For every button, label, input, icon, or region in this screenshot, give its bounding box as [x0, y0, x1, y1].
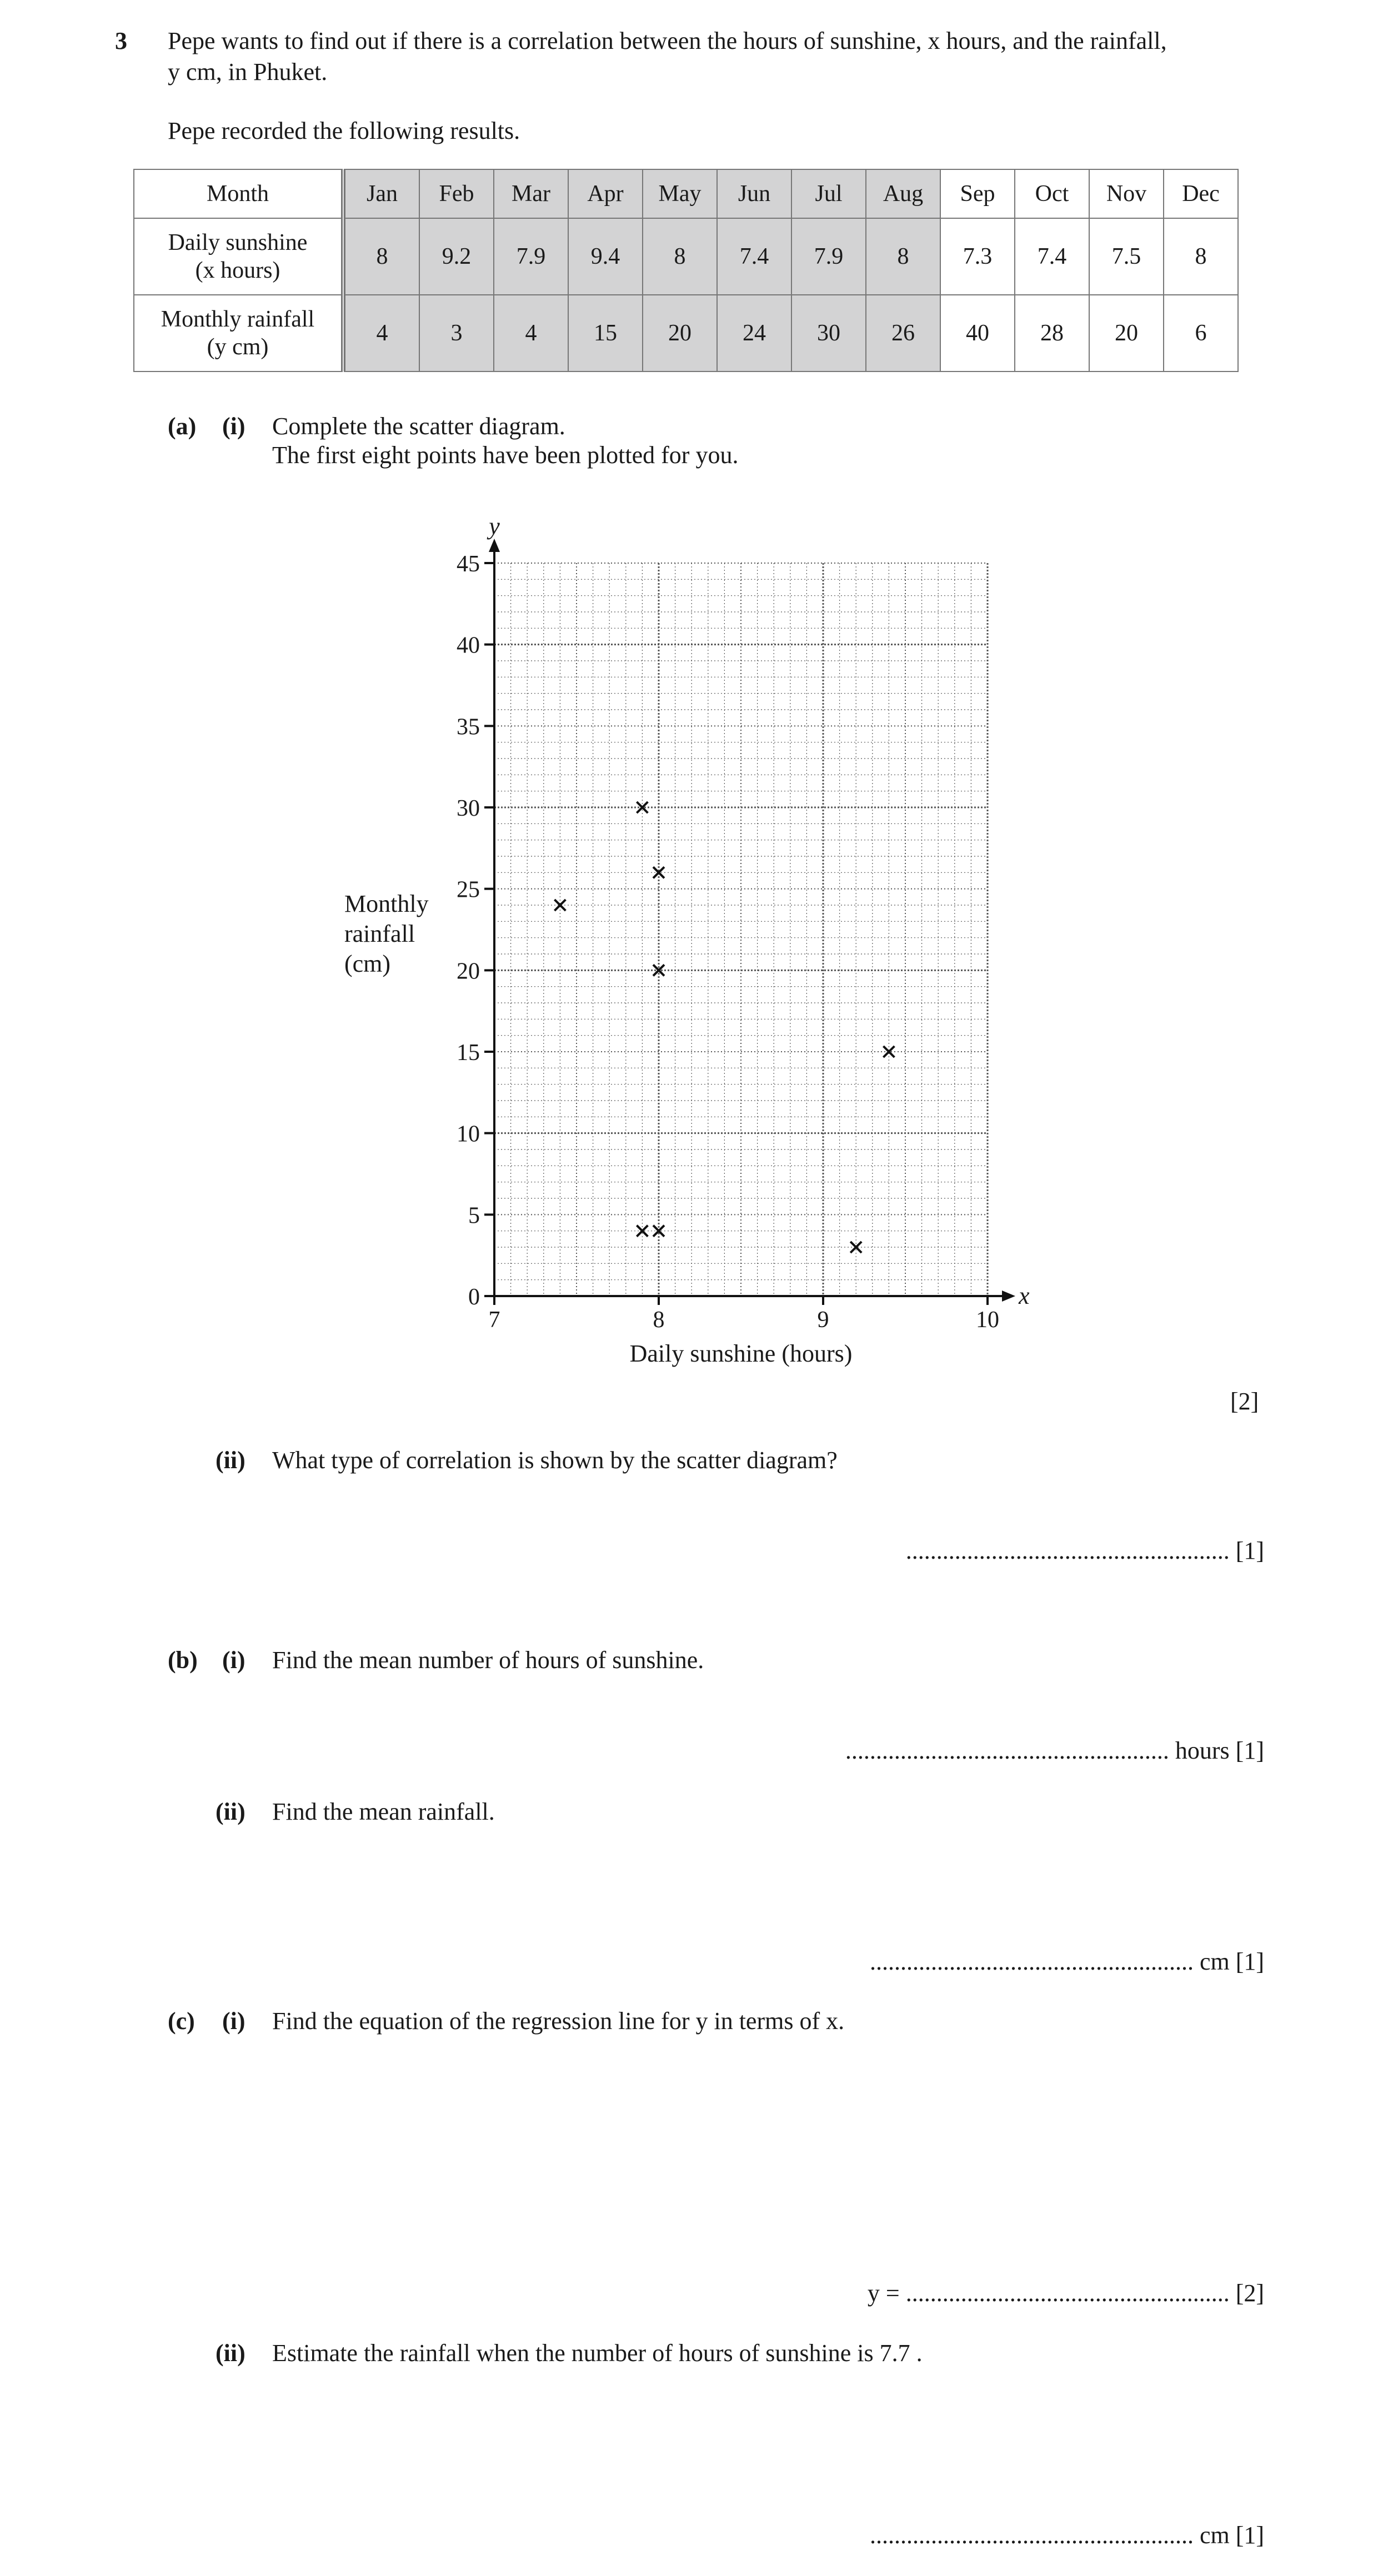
table-cell-month: Jun — [717, 169, 791, 218]
table-cell-sunshine: 7.9 — [791, 218, 866, 295]
part-b-ii-label: (ii) — [216, 1798, 245, 1825]
table-cell-month: Nov — [1089, 169, 1164, 218]
table-cell-month: Apr — [568, 169, 643, 218]
table-cell-sunshine: 7.4 — [1015, 218, 1089, 295]
part-a-label: (a) — [168, 413, 197, 440]
table-cell-rainfall: 26 — [866, 295, 940, 371]
x-tick-label: 8 — [653, 1307, 665, 1333]
y-axis-symbol: y — [489, 513, 500, 540]
table-cell-month: Mar — [494, 169, 568, 218]
table-header-line: Monthly rainfall — [161, 307, 315, 332]
part-a-i-marks: [2] — [1230, 1388, 1259, 1415]
part-b-i-text: Find the mean number of hours of sunshine. — [272, 1646, 704, 1674]
part-c-ii-text: Estimate the rainfall when the number of hours of sunshine is 7.7 . — [272, 2339, 923, 2367]
table-cell-sunshine: 8 — [343, 218, 419, 295]
data-point-cross-icon — [554, 900, 565, 911]
y-axis-label-line: (cm) — [344, 950, 391, 977]
part-b-i-label: (i) — [222, 1646, 245, 1674]
table-cell-month: Jan — [343, 169, 419, 218]
table-cell-month: Feb — [419, 169, 494, 218]
y-axis-arrow-icon — [489, 539, 500, 552]
recorded-text: Pepe recorded the following results. — [168, 117, 520, 144]
part-c-ii-label: (ii) — [216, 2339, 245, 2367]
table-cell-month: Dec — [1164, 169, 1238, 218]
question-number: 3 — [115, 27, 127, 54]
part-b-ii-text: Find the mean rainfall. — [272, 1798, 495, 1825]
part-a-i-label: (i) — [222, 413, 245, 440]
y-axis-label-line: Monthly — [344, 890, 429, 917]
part-a-ii-text: What type of correlation is shown by the scatter diagram? — [272, 1447, 838, 1474]
part-b-label: (b) — [168, 1646, 198, 1674]
y-tick-label: 30 — [457, 796, 480, 821]
table-cell-rainfall: 6 — [1164, 295, 1238, 371]
table-cell-month: Oct — [1015, 169, 1089, 218]
y-tick-label: 40 — [457, 632, 480, 659]
part-c-ii-answer-line[interactable]: ..................................................... cm [1] — [869, 2522, 1264, 2549]
part-a-ii-label: (ii) — [216, 1447, 245, 1474]
table-cell-sunshine: 8 — [1164, 218, 1238, 295]
table-cell-sunshine: 7.5 — [1089, 218, 1164, 295]
x-tick-label: 7 — [488, 1307, 500, 1333]
table-cell-rainfall: 28 — [1015, 295, 1089, 371]
part-a-ii-answer-line[interactable]: ..................................................... [1] — [905, 1537, 1264, 1564]
question-intro-line2: y cm, in Phuket. — [168, 58, 328, 86]
part-a-i-text1: Complete the scatter diagram. — [272, 413, 565, 440]
table-cell-sunshine: 8 — [866, 218, 940, 295]
part-c-i-answer-line[interactable]: y = ..................................................... [2] — [867, 2279, 1264, 2307]
part-c-i-label: (i) — [222, 2007, 245, 2035]
y-axis-label-line: rainfall — [344, 920, 415, 947]
table-cell-rainfall: 40 — [940, 295, 1015, 371]
table-cell-sunshine: 7.4 — [717, 218, 791, 295]
table-header-line: Daily sunshine — [168, 230, 308, 255]
table-cell-rainfall: 3 — [419, 295, 494, 371]
table-cell-rainfall: 4 — [343, 295, 419, 371]
table-header-line: Month — [206, 181, 269, 207]
x-tick-label: 10 — [976, 1307, 999, 1333]
table-cell-rainfall: 15 — [568, 295, 643, 371]
x-axis-symbol: x — [1019, 1282, 1030, 1309]
y-tick-label: 15 — [457, 1040, 480, 1066]
table-cell-sunshine: 7.9 — [494, 218, 568, 295]
part-c-i-text: Find the equation of the regression line for y in terms of x. — [272, 2007, 845, 2035]
y-tick-label: 25 — [457, 877, 480, 903]
table-cell-rainfall: 20 — [1089, 295, 1164, 371]
x-axis-arrow-icon — [1002, 1290, 1015, 1302]
table-cell-sunshine: 8 — [643, 218, 717, 295]
table-cell-month: Jul — [791, 169, 866, 218]
table-header-line: (y cm) — [207, 334, 269, 360]
chart-grid — [494, 563, 988, 1296]
question-intro-line1: Pepe wants to find out if there is a correlation between the hours of sunshine, x hours, and the rainfall, — [168, 27, 1167, 54]
table-cell-month: Sep — [940, 169, 1015, 218]
table-cell-rainfall: 4 — [494, 295, 568, 371]
table-cell-sunshine: 7.3 — [940, 218, 1015, 295]
table-cell-rainfall: 30 — [791, 295, 866, 371]
table-cell-rainfall: 24 — [717, 295, 791, 371]
y-tick-label: 35 — [457, 714, 480, 740]
x-axis-label: Daily sunshine (hours) — [629, 1340, 853, 1367]
part-c-label: (c) — [168, 2007, 195, 2035]
part-b-ii-answer-line[interactable]: ..................................................... cm [1] — [869, 1948, 1264, 1975]
part-b-i-answer-line[interactable]: ..................................................... hours [1] — [845, 1737, 1264, 1764]
y-tick-label: 45 — [457, 551, 480, 577]
table-cell-month: May — [643, 169, 717, 218]
y-tick-label: 0 — [468, 1284, 480, 1310]
y-tick-label: 5 — [468, 1203, 480, 1229]
part-a-i-text2: The first eight points have been plotted for you. — [272, 441, 739, 469]
table-cell-month: Aug — [866, 169, 940, 218]
y-tick-label: 20 — [457, 958, 480, 985]
table-cell-sunshine: 9.4 — [568, 218, 643, 295]
table-cell-rainfall: 20 — [643, 295, 717, 371]
y-tick-label: 10 — [457, 1121, 480, 1147]
table-cell-sunshine: 9.2 — [419, 218, 494, 295]
x-tick-label: 9 — [817, 1307, 829, 1333]
table-header-line: (x hours) — [195, 258, 280, 283]
